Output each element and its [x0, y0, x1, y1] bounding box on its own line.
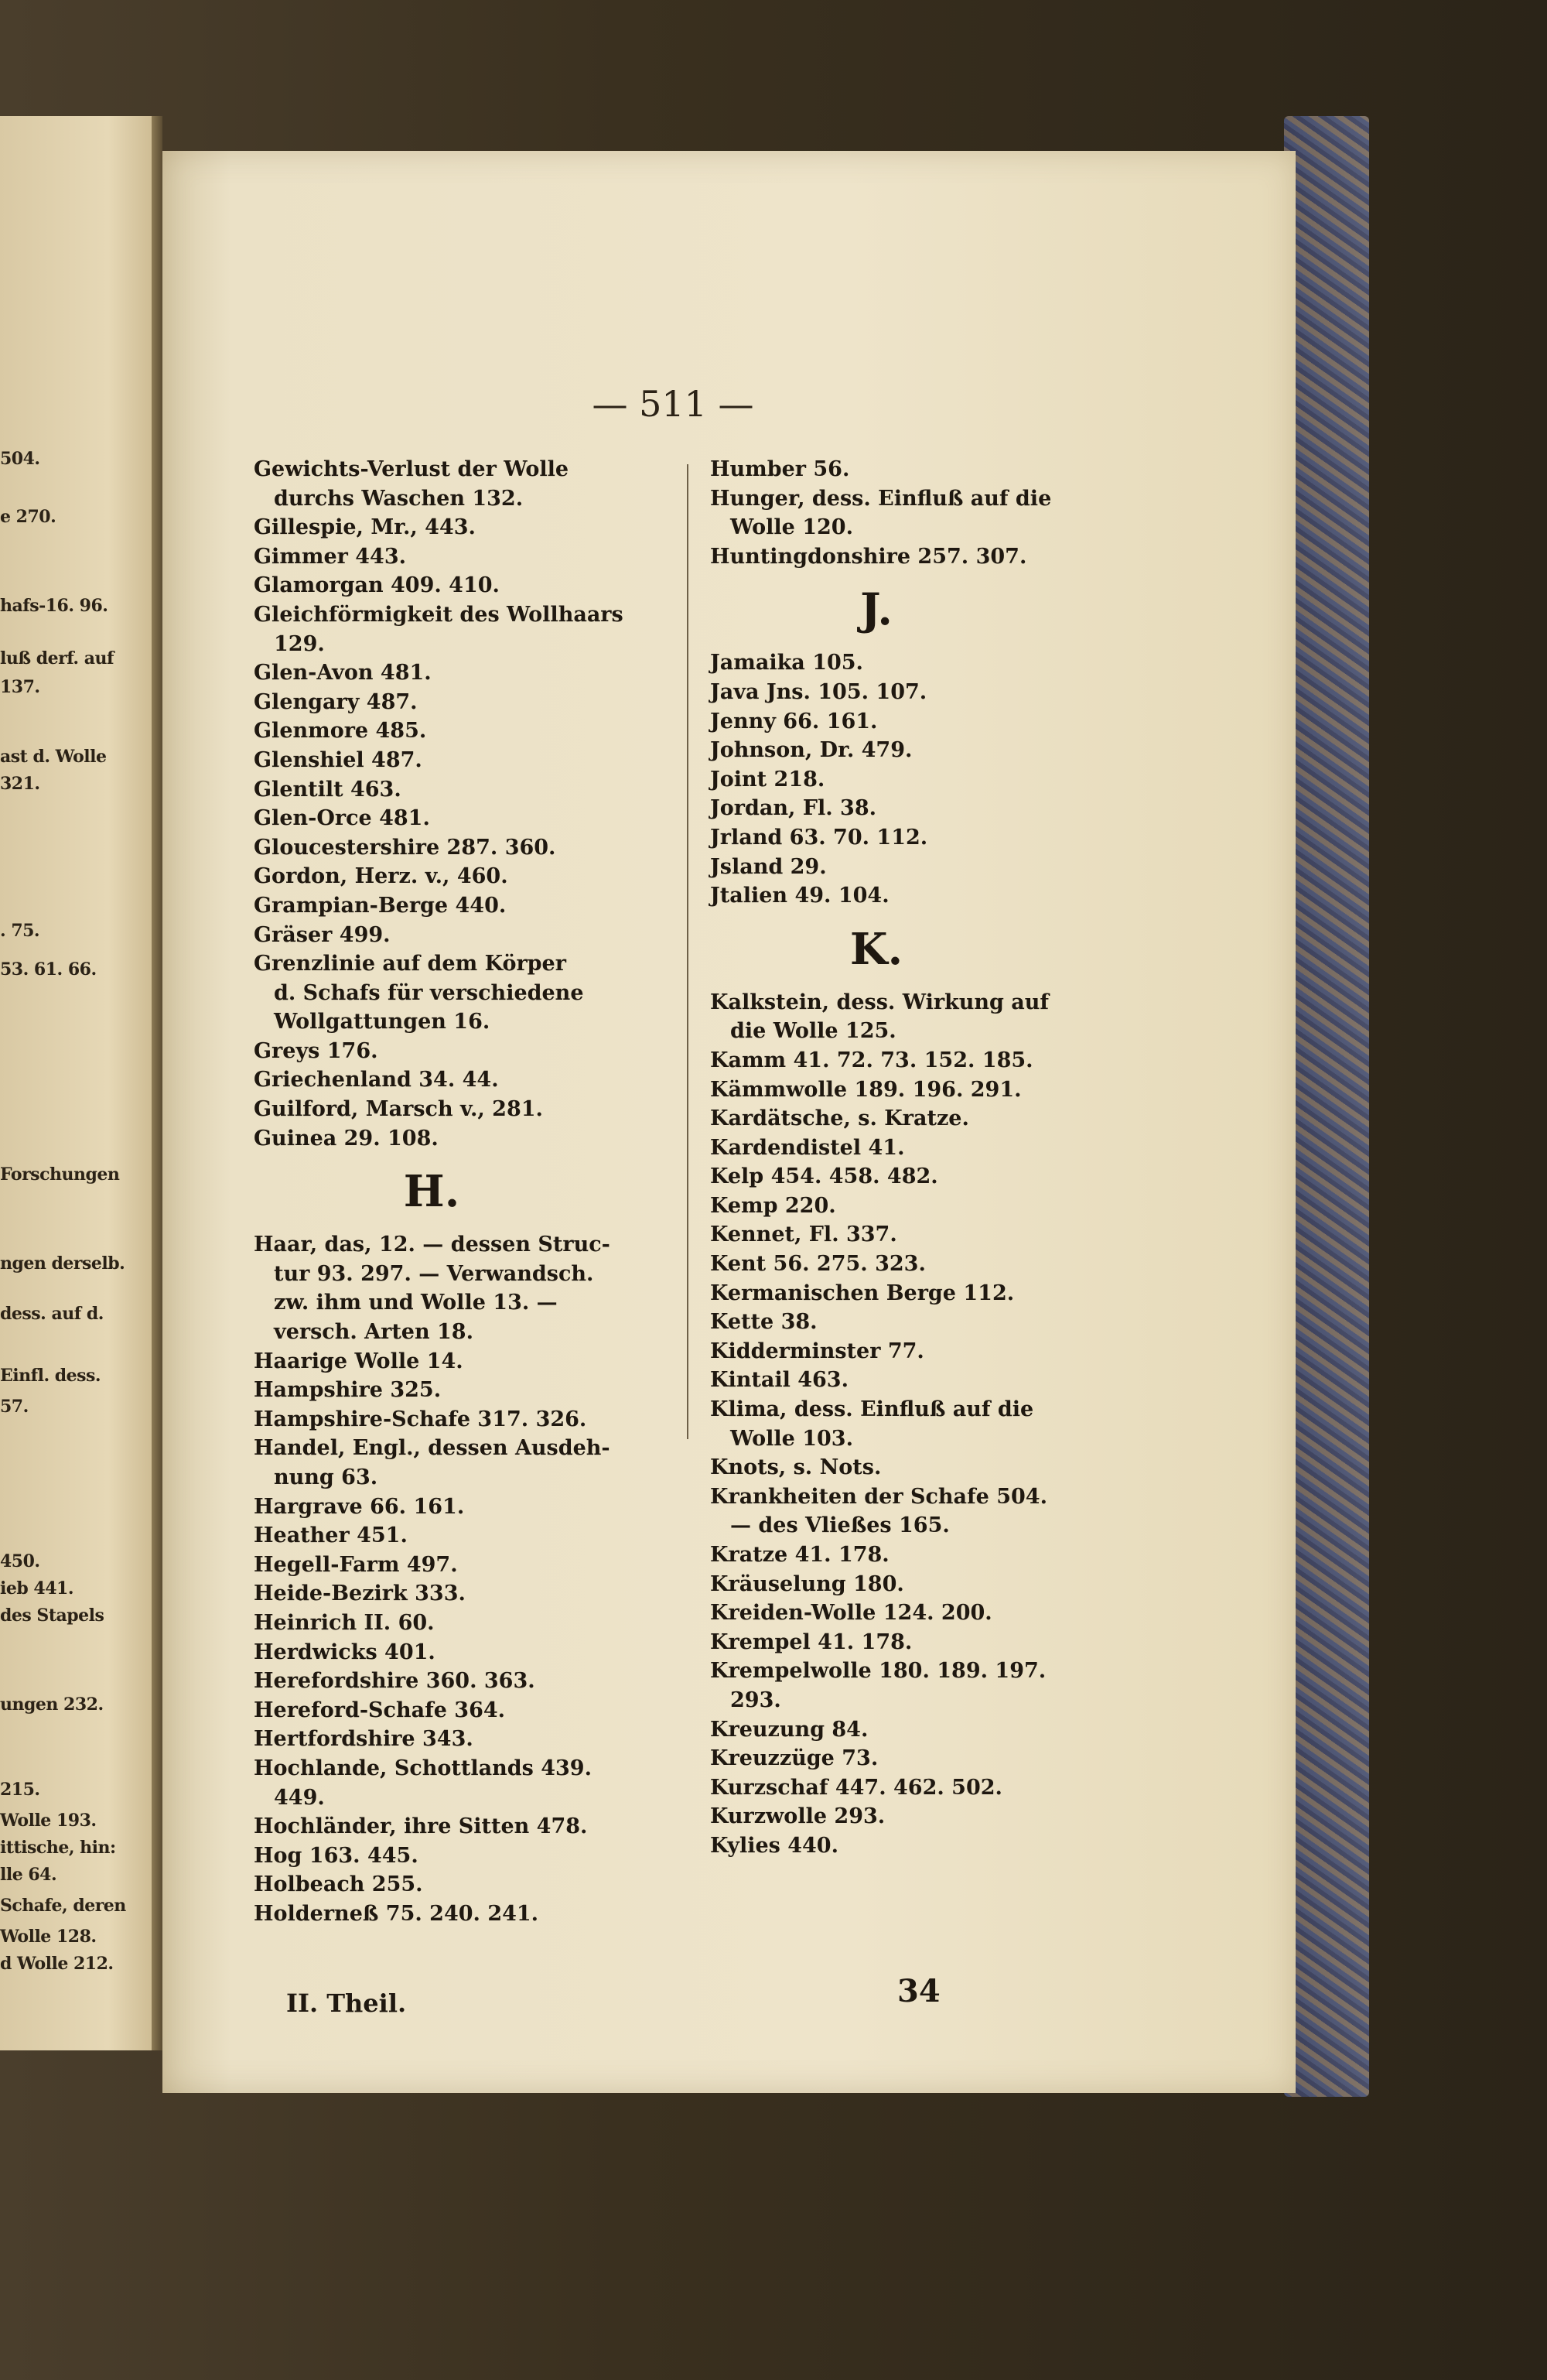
section-letter: H. — [403, 1166, 460, 1218]
index-entry: Haar, das, 12. — dessen Struc- — [254, 1233, 610, 1257]
index-entry: Java Jns. 105. 107. — [710, 679, 927, 704]
index-entry: Kratze 41. 178. — [710, 1543, 890, 1567]
index-entry: Jenny 66. 161. — [710, 709, 878, 733]
index-entry: Kreuzzüge 73. — [710, 1746, 879, 1771]
index-entry: Gordon, Herz. v., 460. — [254, 864, 508, 889]
index-entry: Glen-Avon 481. — [254, 661, 432, 686]
left-page-text-fragment: dess. auf d. — [0, 1304, 104, 1324]
index-entry: Hertfordshire 343. — [254, 1727, 473, 1752]
left-page-text-fragment: 504. — [0, 449, 40, 469]
left-page-text-fragment: hafs-16. 96. — [0, 596, 108, 616]
index-entry: Gloucestershire 287. 360. — [254, 835, 556, 860]
index-entry: Jtalien 49. 104. — [710, 884, 890, 908]
index-entry: Grenzlinie auf dem Körper — [254, 952, 566, 976]
index-entry: nung 63. — [274, 1465, 378, 1489]
index-entry: Kämmwolle 189. 196. 291. — [710, 1077, 1022, 1102]
index-entry: Kylies 440. — [710, 1833, 838, 1858]
index-entry: Kurzwolle 293. — [710, 1804, 886, 1829]
left-page-text-fragment: . 75. — [0, 921, 40, 941]
left-page-text-fragment: 57. — [0, 1397, 29, 1417]
sheet-number: 34 — [897, 1973, 941, 2009]
left-page-text-fragment: lle 64. — [0, 1865, 57, 1885]
index-entry: Gräser 499. — [254, 922, 391, 947]
index-entry: Gimmer 443. — [254, 544, 407, 569]
page-header: — 511 — — [592, 383, 754, 425]
index-entry: Wolle 120. — [730, 515, 853, 540]
index-column-right — [710, 455, 1112, 1861]
index-entry: Jrland 63. 70. 112. — [710, 825, 928, 850]
left-page-text-fragment: e 270. — [0, 507, 56, 527]
index-entry: Kamm 41. 72. 73. 152. 185. — [710, 1048, 1033, 1072]
left-page-text-fragment: luß derf. auf — [0, 648, 114, 669]
marbled-cover-edge — [1284, 116, 1369, 2097]
index-entry: Heide-Bezirk 333. — [254, 1582, 466, 1606]
index-entry: Hegell-Farm 497. — [254, 1552, 458, 1577]
index-entry: Kidderminster 77. — [710, 1339, 924, 1363]
left-page-text-fragment: 321. — [0, 774, 40, 794]
index-entry: durchs Waschen 132. — [274, 486, 524, 511]
index-entry: Hargrave 66. 161. — [254, 1494, 465, 1519]
volume-signature: II. Theil. — [286, 1988, 407, 2018]
index-entry: Jsland 29. — [710, 854, 827, 879]
index-entry: Kardendistel 41. — [710, 1135, 905, 1160]
left-page-fragment — [0, 116, 155, 2050]
index-entry: 129. — [274, 631, 325, 656]
index-entry: Holderneß 75. 240. 241. — [254, 1901, 539, 1926]
index-entry: Heather 451. — [254, 1523, 408, 1548]
index-entry: d. Schafs für verschiedene — [274, 980, 584, 1005]
index-entry: Kette 38. — [710, 1310, 818, 1335]
index-entry: Jordan, Fl. 38. — [710, 796, 877, 821]
index-entry: Guinea 29. 108. — [254, 1126, 439, 1151]
index-entry: Grampian-Berge 440. — [254, 893, 507, 918]
index-entry: Guilford, Marsch v., 281. — [254, 1097, 543, 1122]
left-page-text-fragment: 53. 61. 66. — [0, 959, 97, 980]
index-entry: Johnson, Dr. 479. — [710, 738, 913, 763]
book-gutter — [152, 116, 162, 2050]
index-entry: Haarige Wolle 14. — [254, 1349, 463, 1373]
left-page-text-fragment: Einfl. dess. — [0, 1366, 101, 1386]
index-entry: Kermanischen Berge 112. — [710, 1281, 1015, 1305]
index-entry: Kintail 463. — [710, 1368, 849, 1393]
index-entry: Knots, s. Nots. — [710, 1455, 882, 1480]
left-page-text-fragment: Forschungen — [0, 1164, 120, 1185]
left-page-text-fragment: Wolle 128. — [0, 1927, 97, 1947]
index-entry: Hochländer, ihre Sitten 478. — [254, 1814, 588, 1839]
index-entry: Gewichts-Verlust der Wolle — [254, 457, 569, 481]
index-entry: Joint 218. — [710, 767, 825, 792]
left-page-text-fragment: 137. — [0, 677, 40, 697]
section-letter: K. — [849, 923, 903, 975]
index-entry: Klima, dess. Einfluß auf die — [710, 1397, 1034, 1422]
left-page-text-fragment: d Wolle 212. — [0, 1954, 114, 1974]
section-letter: J. — [860, 584, 893, 636]
left-page-text-fragment: ast d. Wolle — [0, 747, 107, 767]
index-entry: Kemp 220. — [710, 1193, 836, 1218]
index-entry: versch. Arten 18. — [274, 1320, 473, 1345]
index-entry: Kalkstein, dess. Wirkung auf — [710, 990, 1050, 1014]
index-entry: zw. ihm und Wolle 13. — — [274, 1291, 558, 1315]
index-entry: Kent 56. 275. 323. — [710, 1252, 926, 1277]
index-entry: die Wolle 125. — [730, 1019, 896, 1044]
left-page-text-fragment: 450. — [0, 1551, 40, 1571]
left-page-text-fragment: ittische, hin: — [0, 1838, 116, 1858]
index-entry: Hochlande, Schottlands 439. — [254, 1756, 592, 1780]
index-entry: Hampshire-Schafe 317. 326. — [254, 1407, 587, 1431]
index-entry: Holbeach 255. — [254, 1872, 423, 1897]
index-entry: Glamorgan 409. 410. — [254, 573, 500, 598]
index-entry: 449. — [274, 1785, 325, 1810]
index-entry: Greys 176. — [254, 1038, 378, 1063]
index-entry: Jamaika 105. — [710, 651, 863, 675]
index-entry: Kreiden-Wolle 124. 200. — [710, 1601, 992, 1626]
index-entry: Hog 163. 445. — [254, 1843, 418, 1868]
index-entry: Glenshiel 487. — [254, 747, 422, 772]
index-entry: Kreuzung 84. — [710, 1717, 869, 1742]
left-page-text-fragment: 215. — [0, 1780, 40, 1800]
index-entry: Hereford-Schafe 364. — [254, 1698, 506, 1722]
index-column-left — [254, 455, 671, 1929]
index-entry: Kräuselung 180. — [710, 1571, 904, 1596]
index-entry: Glen-Orce 481. — [254, 806, 430, 831]
index-entry: Hampshire 325. — [254, 1378, 442, 1403]
index-entry: Kelp 454. 458. 482. — [710, 1164, 938, 1189]
index-entry: Handel, Engl., dessen Ausdeh- — [254, 1436, 610, 1461]
index-entry: Hunger, dess. Einfluß auf die — [710, 486, 1052, 511]
index-entry: Huntingdonshire 257. 307. — [710, 544, 1027, 569]
index-entry: Krempel 41. 178. — [710, 1629, 913, 1654]
index-entry: Griechenland 34. 44. — [254, 1068, 499, 1093]
index-entry: Glengary 487. — [254, 689, 418, 714]
index-entry: Glenmore 485. — [254, 719, 427, 744]
left-page-text-fragment: Schafe, deren — [0, 1896, 126, 1916]
left-page-text-fragment: Wolle 193. — [0, 1811, 97, 1831]
index-entry: Gillespie, Mr., 443. — [254, 515, 476, 540]
index-entry: Krempelwolle 180. 189. 197. — [710, 1659, 1047, 1684]
index-entry: tur 93. 297. — Verwandsch. — [274, 1261, 594, 1286]
index-entry: Wollgattungen 16. — [274, 1010, 490, 1034]
left-page-text-fragment: des Stapels — [0, 1605, 104, 1626]
index-entry: Kennet, Fl. 337. — [710, 1222, 897, 1247]
column-divider — [687, 464, 688, 1439]
index-entry: Gleichförmigkeit des Wollhaars — [254, 602, 623, 627]
index-entry: Krankheiten der Schafe 504. — [710, 1484, 1047, 1509]
index-entry: — des Vließes 165. — [730, 1513, 950, 1538]
index-entry: Humber 56. — [710, 457, 850, 481]
left-page-text-fragment: ungen 232. — [0, 1694, 104, 1715]
left-page-text-fragment: ngen derselb. — [0, 1253, 125, 1274]
index-entry: Glentilt 463. — [254, 777, 401, 802]
index-entry: Kardätsche, s. Kratze. — [710, 1106, 969, 1131]
index-entry: Kurzschaf 447. 462. 502. — [710, 1775, 1002, 1800]
index-entry: Herdwicks 401. — [254, 1640, 435, 1664]
index-entry: Herefordshire 360. 363. — [254, 1669, 535, 1694]
left-page-text-fragment: ieb 441. — [0, 1578, 73, 1599]
index-entry: 293. — [730, 1688, 781, 1712]
index-entry: Wolle 103. — [730, 1426, 853, 1451]
index-entry: Heinrich II. 60. — [254, 1610, 435, 1635]
